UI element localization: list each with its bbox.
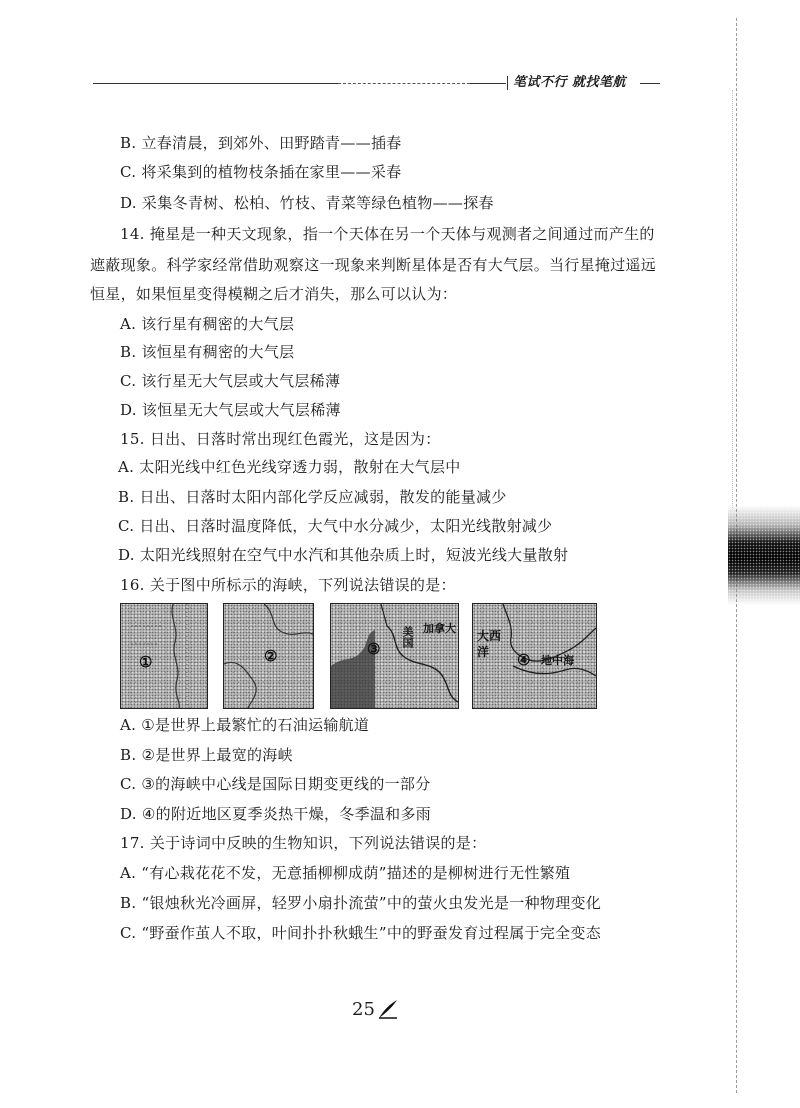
q15-stem: 15. 日出、日落时常出现红色霞光，这是因为： [120, 430, 441, 448]
quill-pen-icon [377, 998, 399, 1024]
q15-option-b: B. 日出、日落时太阳内部化学反应减弱，散发的能量减少 [118, 488, 507, 506]
strait-map-1 [120, 603, 208, 709]
q16-stem: 16. 关于图中所标示的海峡，下列说法错误的是： [120, 576, 456, 594]
strait-map-3 [330, 603, 459, 709]
map-1-marker: ① [139, 653, 153, 671]
q17-option-b: B. “银烛秋光冷画屏，轻罗小扇扑流萤”中的萤火虫发光是一种物理变化 [120, 894, 602, 912]
q15-option-a: A. 太阳光线中红色光线穿透力弱，散射在大气层中 [118, 458, 461, 476]
header-rule-left [93, 83, 338, 84]
q16-option-b: B. ②是世界上最宽的海峡 [120, 746, 293, 764]
q16-option-d: D. ④的附近地区夏季炎热干燥，冬季温和多雨 [120, 805, 432, 823]
map-2-marker: ② [264, 647, 278, 665]
q14-stem-line-1: 14. 掩星是一种天文现象，指一个天体在另一个天体与观测者之间通过而产生的 [120, 225, 655, 243]
map-3-landmass [331, 604, 458, 708]
scan-edge-line-faint [732, 90, 733, 510]
header-rule-dashed [338, 83, 470, 84]
q13-option-d: D. 采集冬青树、松柏、竹枝、青菜等绿色植物——探春 [120, 194, 494, 212]
map-3-label-canada: 加拿大 [423, 622, 456, 635]
q16-option-a: A. ①是世界上最繁忙的石油运输航道 [120, 716, 370, 734]
q13-option-b: B. 立春清晨，到郊外、田野踏青——插春 [120, 134, 402, 152]
q14-option-c: C. 该行星无大气层或大气层稀薄 [120, 372, 341, 390]
strait-map-4 [472, 603, 597, 709]
header-slogan: 笔试不行 就找笔航 [513, 75, 627, 90]
q17-option-a: A. “有心栽花花不发，无意插柳柳成荫”描述的是柳树进行无性繁殖 [120, 864, 571, 882]
q14-option-d: D. 该恒星无大气层或大气层稀薄 [120, 401, 341, 419]
page-number: 25 [352, 999, 375, 1020]
map-4-label-mediterranean: 地中海 [541, 654, 574, 667]
header-divider [507, 76, 508, 90]
map-4-marker: ④ [517, 651, 531, 669]
q14-option-b: B. 该恒星有稠密的大气层 [120, 343, 295, 361]
q17-option-c: C. “野蚕作茧人不取，叶间扑扑秋蛾生”中的野蚕发育过程属于完全变态 [120, 924, 602, 942]
map-3-label-usa: 美国 [401, 626, 414, 648]
scan-smudge [728, 505, 800, 605]
strait-map-2 [223, 603, 314, 709]
q14-stem-line-2: 遮蔽现象。科学家经常借助观察这一现象来判断星体是否有大气层。当行星掩过遥远 [90, 256, 657, 274]
header-rule-mid [470, 83, 506, 84]
header-rule-right [640, 83, 660, 84]
q15-option-c: C. 日出、日落时温度降低，大气中水分减少，太阳光线散射减少 [118, 517, 553, 535]
q17-stem: 17. 关于诗词中反映的生物知识，下列说法错误的是： [120, 834, 487, 852]
q14-option-a: A. 该行星有稠密的大气层 [120, 315, 295, 333]
map-1-coastline [121, 604, 207, 708]
q16-option-c: C. ③的海峡中心线是国际日期变更线的一部分 [120, 775, 431, 793]
q13-option-c: C. 将采集到的植物枝条插在家里——采春 [120, 163, 402, 181]
map-4-label-atlantic: 大西洋 [477, 629, 502, 659]
q15-option-d: D. 太阳光线照射在空气中水汽和其他杂质上时，短波光线大量散射 [118, 546, 569, 564]
q14-stem-line-3: 恒星，如果恒星变得模糊之后才消失，那么可以认为： [90, 285, 458, 303]
map-3-marker: ③ [367, 640, 381, 658]
